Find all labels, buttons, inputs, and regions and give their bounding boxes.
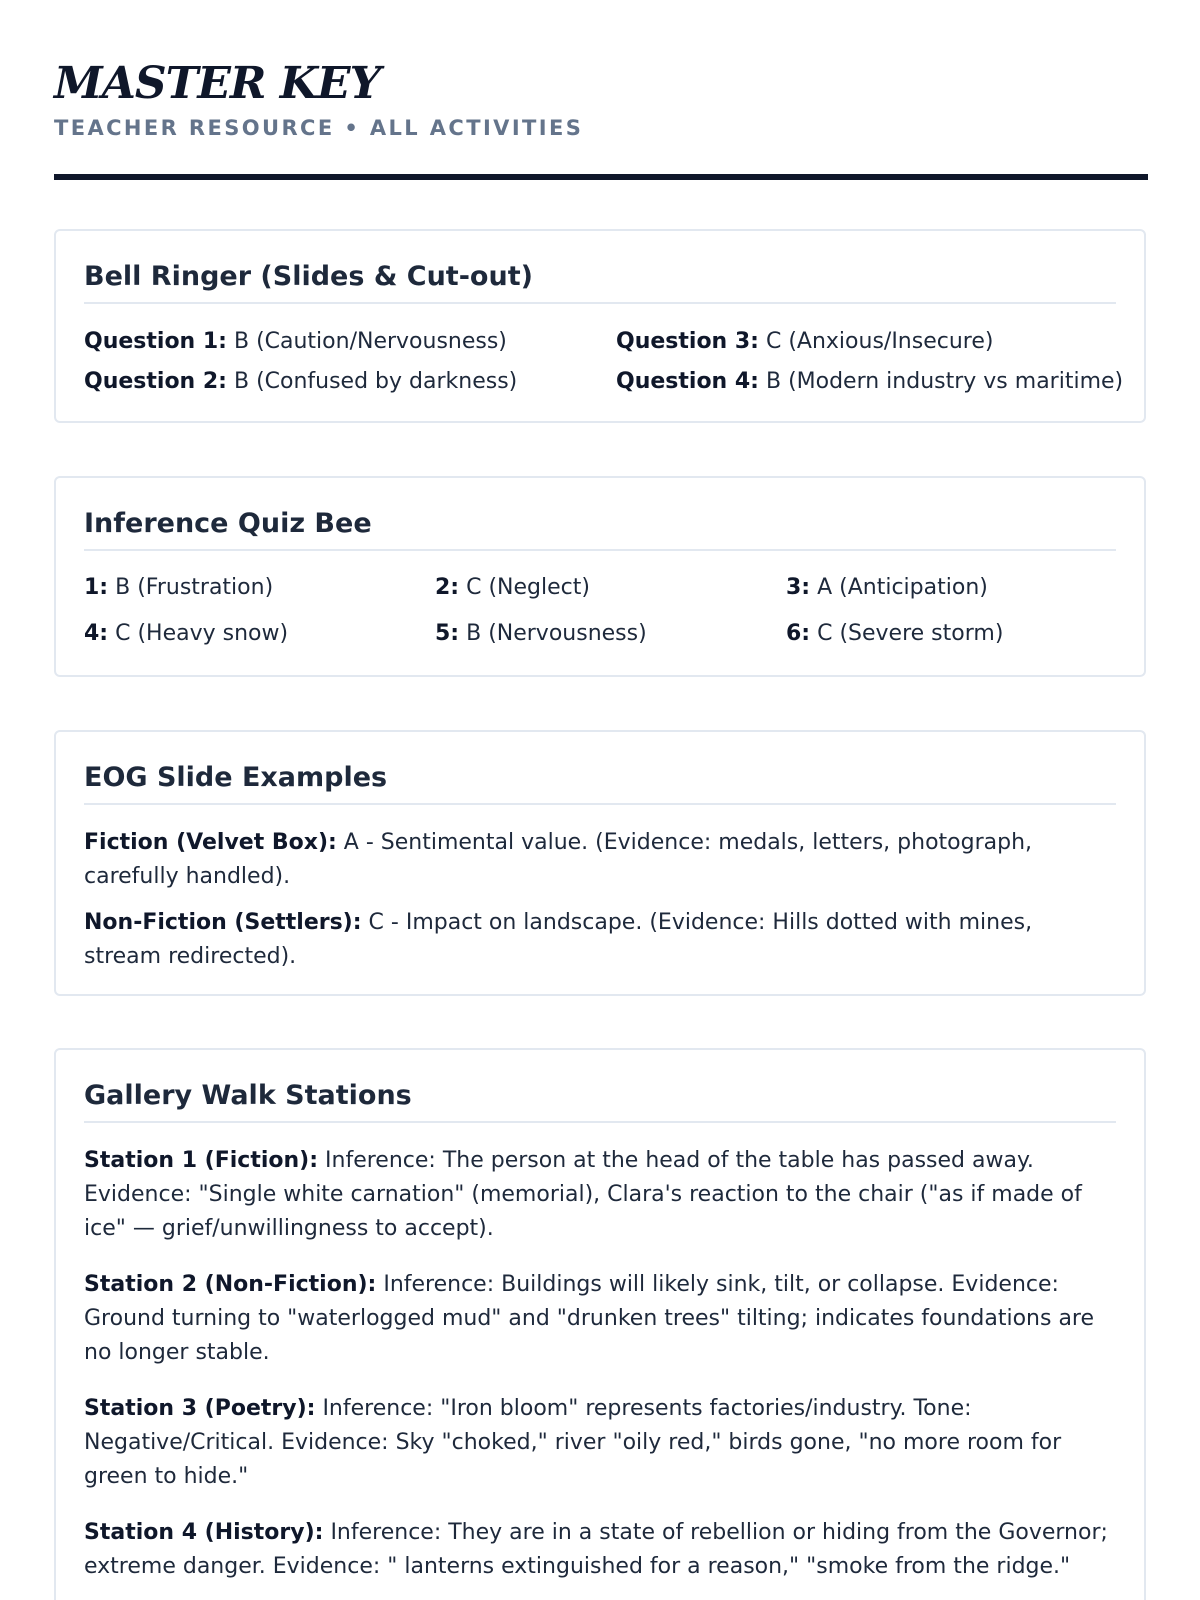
card-title: Gallery Walk Stations xyxy=(84,1078,1116,1123)
answer-item: Question 3: C (Anxious/Insecure) xyxy=(616,329,994,354)
quiz-bee-answers xyxy=(84,571,1116,651)
card-title: Inference Quiz Bee xyxy=(84,506,1116,551)
eog-card xyxy=(54,730,1146,996)
station-paragraph: Station 4 (History): Inference: They are in a state of rebellion or hiding from the Governor; extreme danger. Evidence: " lanterns extinguished for a reason," "smoke from the ridge." xyxy=(84,1520,1108,1579)
answer-item: Question 4: B (Modern industry vs maritime) xyxy=(616,369,1124,394)
answer-item: 1: B (Frustration) xyxy=(84,575,274,600)
station-paragraph: Station 1 (Fiction): Inference: The person at the head of the table has passed away. Evidence: "Single white carnation" (memorial), Clara's reaction to the chair ("as if made of ice" — grief/unwillingness to accept). xyxy=(84,1148,1082,1241)
bell-ringer-answers xyxy=(84,325,1124,399)
page-subtitle: TEACHER RESOURCE • ALL ACTIVITIES xyxy=(54,116,584,140)
card-title: Bell Ringer (Slides & Cut-out) xyxy=(84,259,1116,304)
station-paragraph: Station 2 (Non-Fiction): Inference: Buildings will likely sink, tilt, or collapse. Evidence: Ground turning to "waterlogged mud" and "drunken trees" tilting; indicates foundations are no longer stable. xyxy=(84,1272,1095,1365)
header-divider xyxy=(54,174,1148,180)
quiz-bee-card xyxy=(54,476,1146,677)
answer-item: 3: A (Anticipation) xyxy=(786,575,988,600)
answer-item: 5: B (Nervousness) xyxy=(435,621,647,646)
card-title: EOG Slide Examples xyxy=(84,760,1116,805)
answer-item: 6: C (Severe storm) xyxy=(786,621,1004,646)
answer-item: 4: C (Heavy snow) xyxy=(84,621,289,646)
answer-paragraph: Non-Fiction (Settlers): C - Impact on landscape. (Evidence: Hills dotted with mines, stream redirected). xyxy=(84,910,1033,969)
eog-answers xyxy=(84,826,1116,986)
station-paragraph: Station 3 (Poetry): Inference: "Iron bloom" represents factories/industry. Tone: Negative/Critical. Evidence: Sky "choked," river "oily red," birds gone, "no more room for green to hide." xyxy=(84,1396,1062,1489)
answer-item: Question 1: B (Caution/Nervousness) xyxy=(84,329,507,354)
answer-paragraph: Fiction (Velvet Box): A - Sentimental value. (Evidence: medals, letters, photograph, carefully handled). xyxy=(84,830,1033,889)
page-header xyxy=(54,58,1148,142)
answer-item: Question 2: B (Confused by darkness) xyxy=(84,369,518,394)
gallery-walk-answers xyxy=(84,1144,1116,1600)
gallery-walk-card xyxy=(54,1048,1146,1600)
answer-item: 2: C (Neglect) xyxy=(435,575,590,600)
bell-ringer-card xyxy=(54,229,1146,423)
page-title: MASTER KEY xyxy=(54,58,380,109)
